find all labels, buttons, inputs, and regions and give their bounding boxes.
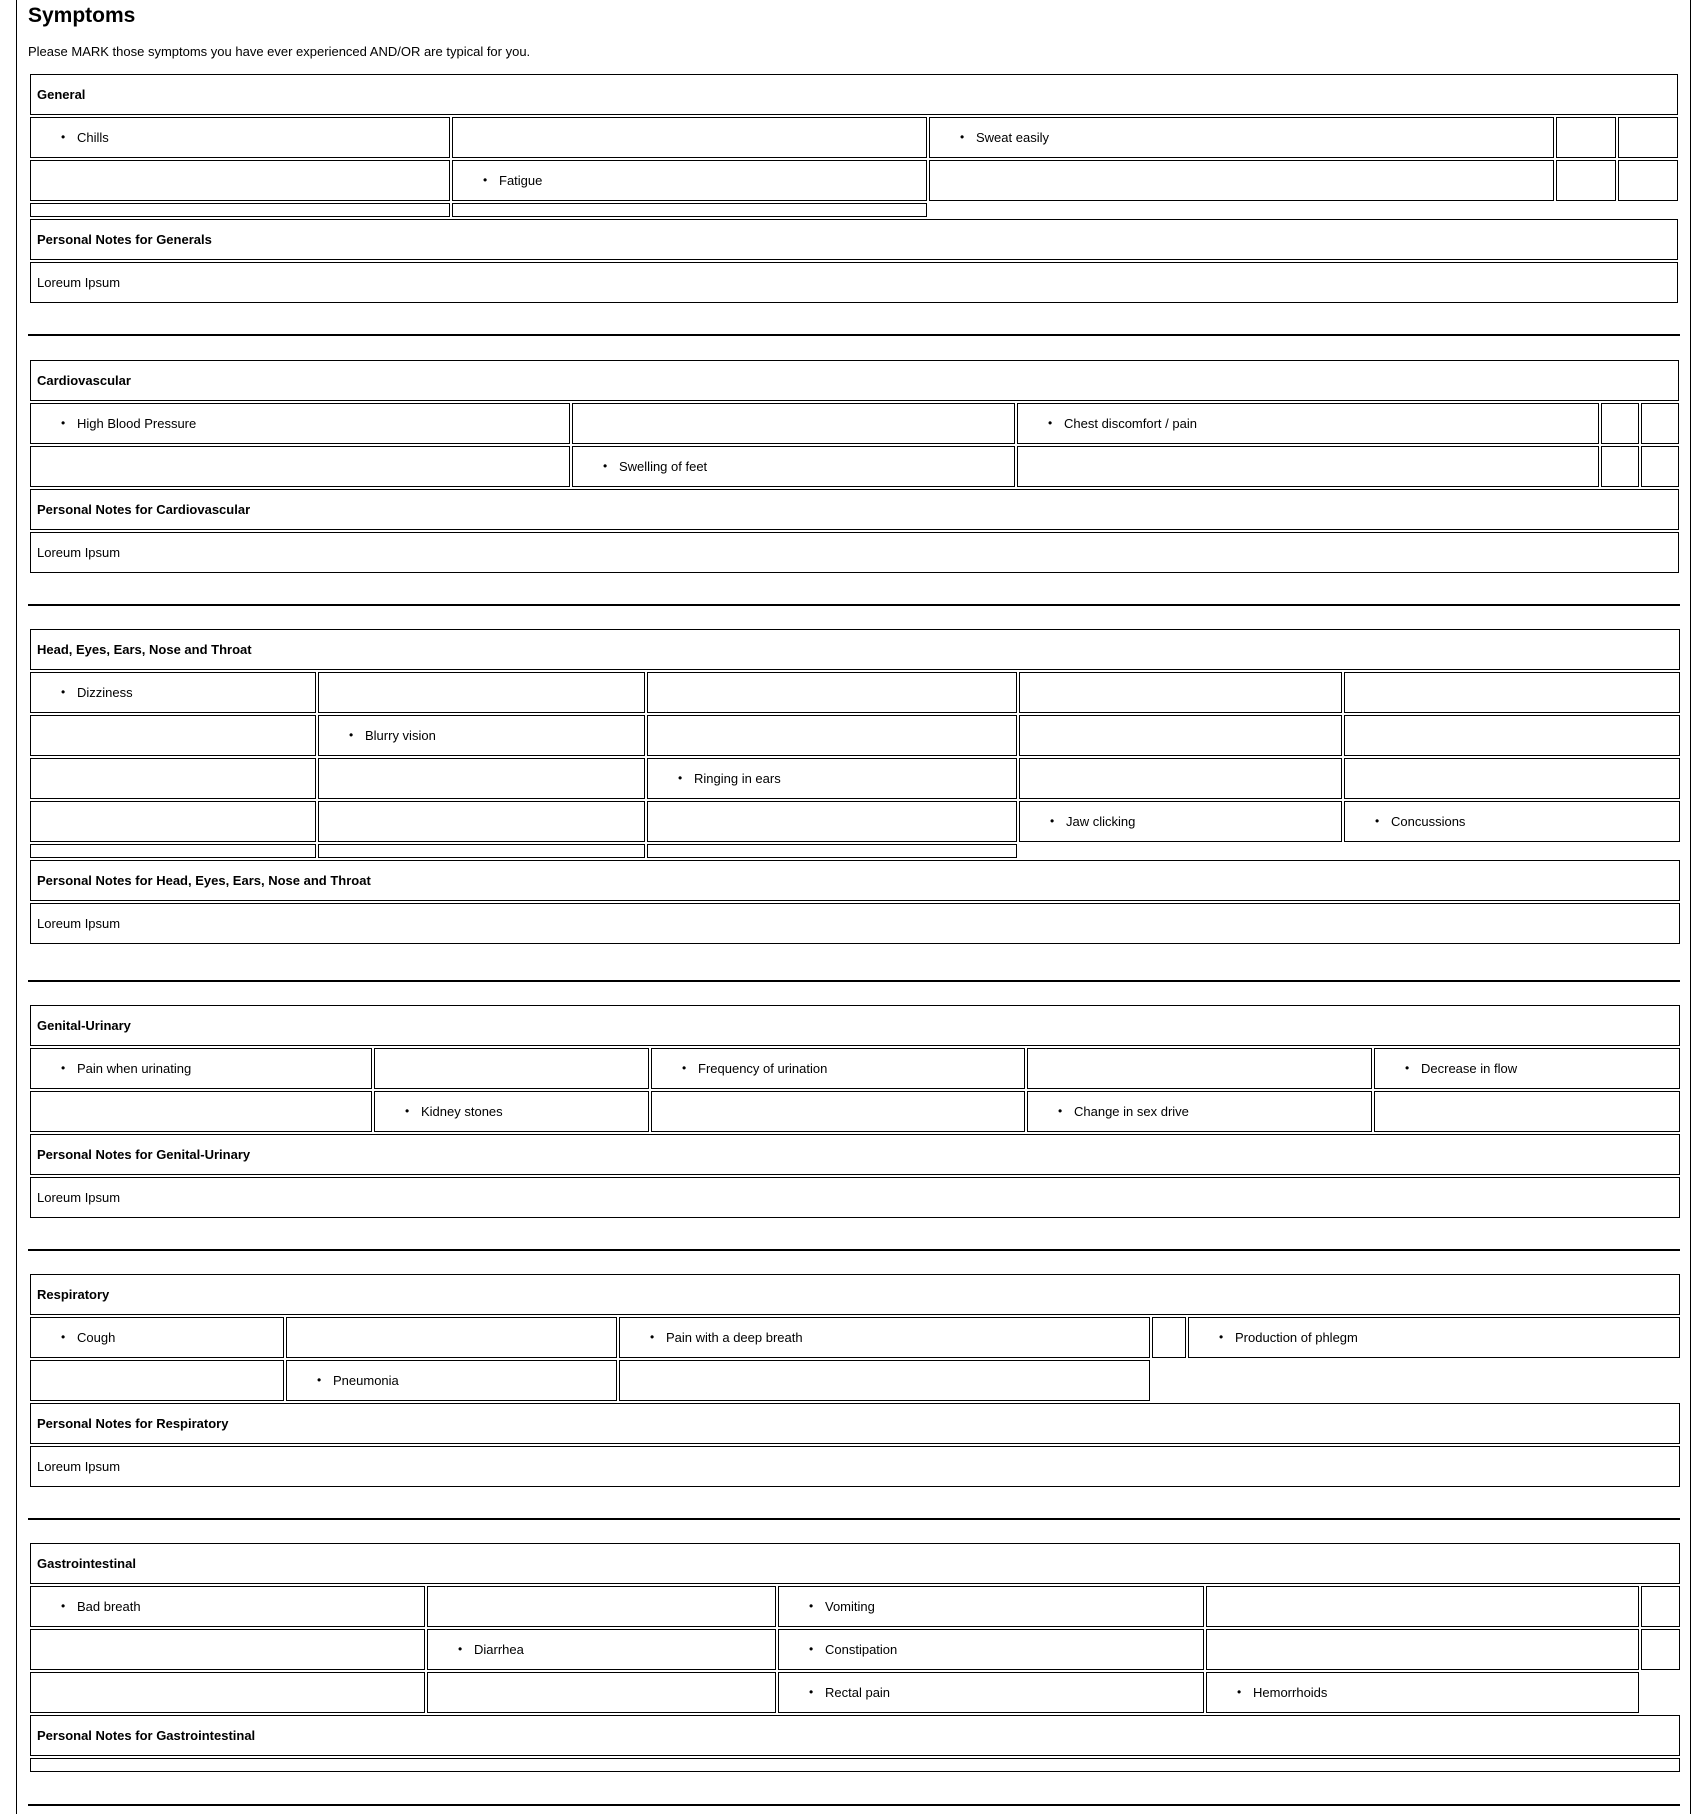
symptom-label: Pneumonia xyxy=(333,1373,399,1388)
symptom-fatigue[interactable] xyxy=(452,160,927,201)
symptom-decrease-in-flow[interactable] xyxy=(1374,1048,1680,1089)
empty-cell xyxy=(1019,715,1342,756)
symptom-label: Constipation xyxy=(825,1642,898,1657)
section-title-general: General xyxy=(30,74,1678,115)
empty-cell xyxy=(286,1317,617,1358)
symptom-label: Chest discomfort / pain xyxy=(1064,416,1197,431)
symptom-label: Production of phlegm xyxy=(1235,1330,1358,1345)
empty-cell xyxy=(929,160,1554,201)
notes-field-general[interactable]: Loreum Ipsum xyxy=(30,262,1678,303)
symptom-pain-with-deep-breath[interactable] xyxy=(619,1317,1150,1358)
empty-cell xyxy=(651,1091,1025,1132)
notes-field-gastrointestinal[interactable] xyxy=(30,1758,1680,1772)
section-cardiovascular xyxy=(30,358,1678,575)
empty-cell xyxy=(318,758,645,799)
symptom-label: Kidney stones xyxy=(421,1104,503,1119)
symptom-vomiting[interactable] xyxy=(778,1586,1204,1627)
empty-cell xyxy=(572,403,1015,444)
instructions-text: Please MARK those symptoms you have ever experienced AND/OR are typical for you. xyxy=(28,44,531,59)
symptom-sweat-easily[interactable] xyxy=(929,117,1554,158)
symptom-change-in-sex-drive[interactable] xyxy=(1027,1091,1372,1132)
symptom-label: Decrease in flow xyxy=(1421,1061,1518,1076)
empty-cell xyxy=(30,758,316,799)
empty-cell xyxy=(1641,403,1679,444)
notes-title-gastrointestinal: Personal Notes for Gastrointestinal xyxy=(30,1715,1680,1756)
section-title-gastrointestinal: Gastrointestinal xyxy=(30,1543,1680,1584)
empty-cell xyxy=(647,672,1017,713)
section-general xyxy=(30,72,1678,305)
empty-cell xyxy=(1344,715,1680,756)
symptom-bad-breath[interactable] xyxy=(30,1586,425,1627)
empty-cell xyxy=(427,1672,776,1713)
empty-cell xyxy=(30,801,316,842)
symptom-kidney-stones[interactable] xyxy=(374,1091,649,1132)
empty-cell xyxy=(30,1672,425,1713)
section-divider xyxy=(28,980,1680,982)
symptom-ringing-in-ears[interactable] xyxy=(647,758,1017,799)
section-divider xyxy=(28,1249,1680,1251)
symptom-label: Vomiting xyxy=(825,1599,875,1614)
empty-cell xyxy=(1641,1629,1680,1670)
empty-cell xyxy=(1641,446,1679,487)
symptom-dizziness[interactable] xyxy=(30,672,316,713)
notes-field-cardiovascular[interactable]: Loreum Ipsum xyxy=(30,532,1679,573)
symptom-label: Pain with a deep breath xyxy=(666,1330,803,1345)
symptom-label: Blurry vision xyxy=(365,728,436,743)
empty-cell xyxy=(1601,446,1639,487)
section-respiratory xyxy=(30,1272,1678,1489)
section-gastrointestinal xyxy=(30,1541,1678,1774)
symptom-diarrhea[interactable] xyxy=(427,1629,776,1670)
empty-cell xyxy=(30,160,450,201)
symptom-pain-when-urinating[interactable] xyxy=(30,1048,372,1089)
symptom-label: Diarrhea xyxy=(474,1642,524,1657)
empty-cell xyxy=(1618,117,1678,158)
notes-title-respiratory: Personal Notes for Respiratory xyxy=(30,1403,1680,1444)
spacer xyxy=(1019,844,1680,858)
spacer xyxy=(1152,1360,1680,1401)
empty-cell xyxy=(318,672,645,713)
empty-cell xyxy=(1019,672,1342,713)
empty-cell xyxy=(452,117,927,158)
symptom-swelling-of-feet[interactable] xyxy=(572,446,1015,487)
symptom-high-blood-pressure[interactable] xyxy=(30,403,570,444)
empty-cell xyxy=(1344,758,1680,799)
symptom-frequency-of-urination[interactable] xyxy=(651,1048,1025,1089)
empty-cell xyxy=(427,1586,776,1627)
empty-cell xyxy=(1641,1586,1680,1627)
empty-cell xyxy=(647,844,1017,858)
empty-cell xyxy=(1019,758,1342,799)
page-title: Symptoms xyxy=(28,4,136,27)
section-divider xyxy=(28,334,1680,336)
spacer xyxy=(1641,1672,1680,1713)
symptom-chills[interactable] xyxy=(30,117,450,158)
empty-cell xyxy=(1601,403,1639,444)
symptom-hemorrhoids[interactable] xyxy=(1206,1672,1639,1713)
notes-title-general: Personal Notes for Generals xyxy=(30,219,1678,260)
empty-cell xyxy=(1017,446,1599,487)
symptom-label: Bad breath xyxy=(77,1599,141,1614)
empty-cell xyxy=(1206,1586,1639,1627)
symptom-label: High Blood Pressure xyxy=(77,416,197,431)
symptom-cough[interactable] xyxy=(30,1317,284,1358)
notes-field-heent[interactable]: Loreum Ipsum xyxy=(30,903,1680,944)
symptom-chest-discomfort[interactable] xyxy=(1017,403,1599,444)
empty-cell xyxy=(30,1629,425,1670)
notes-title-cardiovascular: Personal Notes for Cardiovascular xyxy=(30,489,1679,530)
page-frame-right xyxy=(1690,0,1691,1814)
symptom-label: Cough xyxy=(77,1330,116,1345)
section-divider xyxy=(28,1804,1680,1806)
symptom-label: Pain when urinating xyxy=(77,1061,192,1076)
empty-cell xyxy=(30,203,450,217)
notes-title-genital-urinary: Personal Notes for Genital-Urinary xyxy=(30,1134,1680,1175)
symptom-label: Sweat easily xyxy=(976,130,1049,145)
empty-cell xyxy=(1344,672,1680,713)
symptom-pneumonia[interactable] xyxy=(286,1360,617,1401)
symptom-constipation[interactable] xyxy=(778,1629,1204,1670)
empty-cell xyxy=(452,203,927,217)
empty-cell xyxy=(1618,160,1678,201)
page-frame-left xyxy=(16,0,17,1814)
empty-cell xyxy=(647,715,1017,756)
empty-cell xyxy=(647,801,1017,842)
section-divider xyxy=(28,1518,1680,1520)
empty-cell xyxy=(1152,1317,1186,1358)
empty-cell xyxy=(318,844,645,858)
spacer xyxy=(929,203,1678,217)
symptom-production-of-phlegm[interactable] xyxy=(1188,1317,1680,1358)
symptom-label: Change in sex drive xyxy=(1074,1104,1189,1119)
empty-cell xyxy=(374,1048,649,1089)
notes-title-heent: Personal Notes for Head, Eyes, Ears, Nose and Throat xyxy=(30,860,1680,901)
empty-cell xyxy=(30,844,316,858)
notes-field-respiratory[interactable]: Loreum Ipsum xyxy=(30,1446,1680,1487)
empty-cell xyxy=(1556,117,1616,158)
symptom-label: Concussions xyxy=(1391,814,1466,829)
symptom-label: Dizziness xyxy=(77,685,133,700)
symptom-label: Rectal pain xyxy=(825,1685,891,1700)
symptom-rectal-pain[interactable] xyxy=(778,1672,1204,1713)
section-title-respiratory: Respiratory xyxy=(30,1274,1680,1315)
empty-cell xyxy=(1027,1048,1372,1089)
notes-field-genital-urinary[interactable]: Loreum Ipsum xyxy=(30,1177,1680,1218)
empty-cell xyxy=(619,1360,1150,1401)
symptom-label: Jaw clicking xyxy=(1066,814,1136,829)
section-title-cardiovascular: Cardiovascular xyxy=(30,360,1679,401)
section-genital-urinary xyxy=(30,1003,1678,1220)
symptom-concussions[interactable] xyxy=(1344,801,1680,842)
empty-cell xyxy=(318,801,645,842)
empty-cell xyxy=(1556,160,1616,201)
empty-cell xyxy=(30,446,570,487)
section-divider xyxy=(28,604,1680,606)
symptom-label: Fatigue xyxy=(499,173,543,188)
symptom-label: Frequency of urination xyxy=(698,1061,828,1076)
empty-cell xyxy=(1206,1629,1639,1670)
symptom-label: Swelling of feet xyxy=(619,459,708,474)
symptom-label: Hemorrhoids xyxy=(1253,1685,1328,1700)
empty-cell xyxy=(30,1091,372,1132)
section-title-heent: Head, Eyes, Ears, Nose and Throat xyxy=(30,629,1680,670)
empty-cell xyxy=(1374,1091,1680,1132)
symptom-jaw-clicking[interactable] xyxy=(1019,801,1342,842)
symptom-blurry-vision[interactable] xyxy=(318,715,645,756)
section-heent xyxy=(30,627,1678,946)
section-title-genital-urinary: Genital-Urinary xyxy=(30,1005,1680,1046)
symptom-label: Chills xyxy=(77,130,109,145)
symptom-label: Ringing in ears xyxy=(694,771,781,786)
empty-cell xyxy=(30,715,316,756)
empty-cell xyxy=(30,1360,284,1401)
